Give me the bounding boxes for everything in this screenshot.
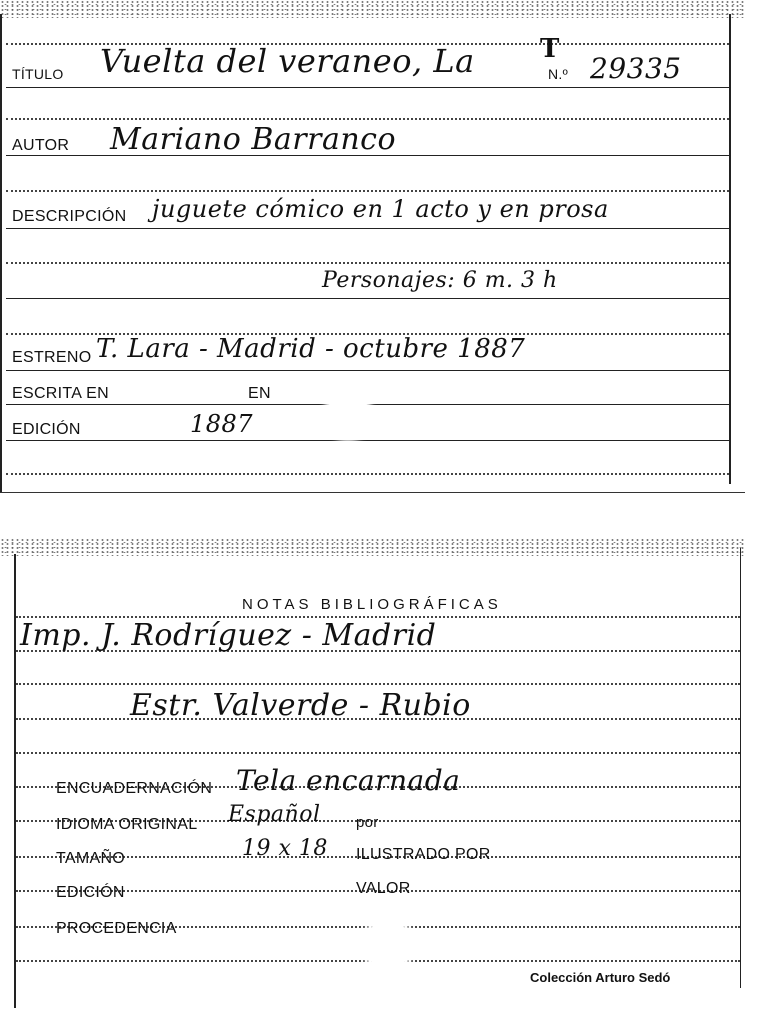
label-estreno: ESTRENO [12,349,92,366]
scan-smudge [328,388,368,438]
card-divider [0,492,745,493]
scan-noise-bottom [0,538,745,556]
label-por: por [356,814,379,831]
note-line-2: Estr. Valverde - Rubio [130,688,471,723]
rule-line [6,228,729,229]
label-ilustrado-por: ILUSTRADO POR [356,846,491,863]
value-estreno: T. Lara - Madrid - octubre 1887 [96,334,526,364]
label-encuadernacion: ENCUADERNACIÓN [56,780,213,797]
notes-heading: NOTAS BIBLIOGRÁFICAS [242,596,502,613]
card-left-border [0,14,2,492]
collection-credit: Colección Arturo Sedó [530,970,671,985]
rule-line [6,370,729,371]
value-idioma: Español [228,802,321,827]
rule-line [6,473,729,475]
value-mark: T [540,34,560,64]
card-right-border [729,14,731,484]
value-tamano: 19 x 18 [242,836,328,861]
value-autor: Mariano Barranco [110,122,397,157]
value-personajes: Personajes: 6 m. 3 h [322,268,558,293]
rule-line [6,190,729,192]
rule-line [6,118,729,120]
rule-line [6,404,729,405]
note-line-1: Imp. J. Rodríguez - Madrid [20,618,437,653]
label-escrita-en: ESCRITA EN [12,385,109,402]
label-numero: N.º [548,66,569,82]
label-edicion: EDICIÓN [12,421,81,438]
label-en: EN [248,385,271,402]
rule-line [16,752,740,754]
rule-line [6,298,729,299]
catalog-card-top [0,0,745,492]
catalog-card-bottom [0,538,745,1008]
card-left-border [14,554,16,1008]
label-descripcion: DESCRIPCIÓN [12,208,127,225]
label-tamano: TAMAÑO [56,850,126,867]
value-numero: 29335 [590,52,682,85]
label-edicion-bottom: EDICIÓN [56,884,125,901]
scan-smudge [366,920,410,970]
rule-line [6,87,729,88]
value-descripcion: juguete cómico en 1 acto y en prosa [152,195,609,223]
label-valor: VALOR [356,880,411,897]
label-titulo: TÍTULO [12,66,64,82]
rule-line [6,440,729,441]
scan-noise-top [0,0,745,18]
label-idioma-original: IDIOMA ORIGINAL [56,816,198,833]
value-encuadernacion: Tela encarnada [236,764,461,797]
card-right-border [740,548,741,988]
rule-line [16,683,740,685]
rule-line [6,262,729,264]
value-titulo: Vuelta del veraneo, La [100,42,475,80]
label-autor: AUTOR [12,137,70,154]
label-procedencia: PROCEDENCIA [56,920,177,937]
value-edicion: 1887 [190,410,254,438]
